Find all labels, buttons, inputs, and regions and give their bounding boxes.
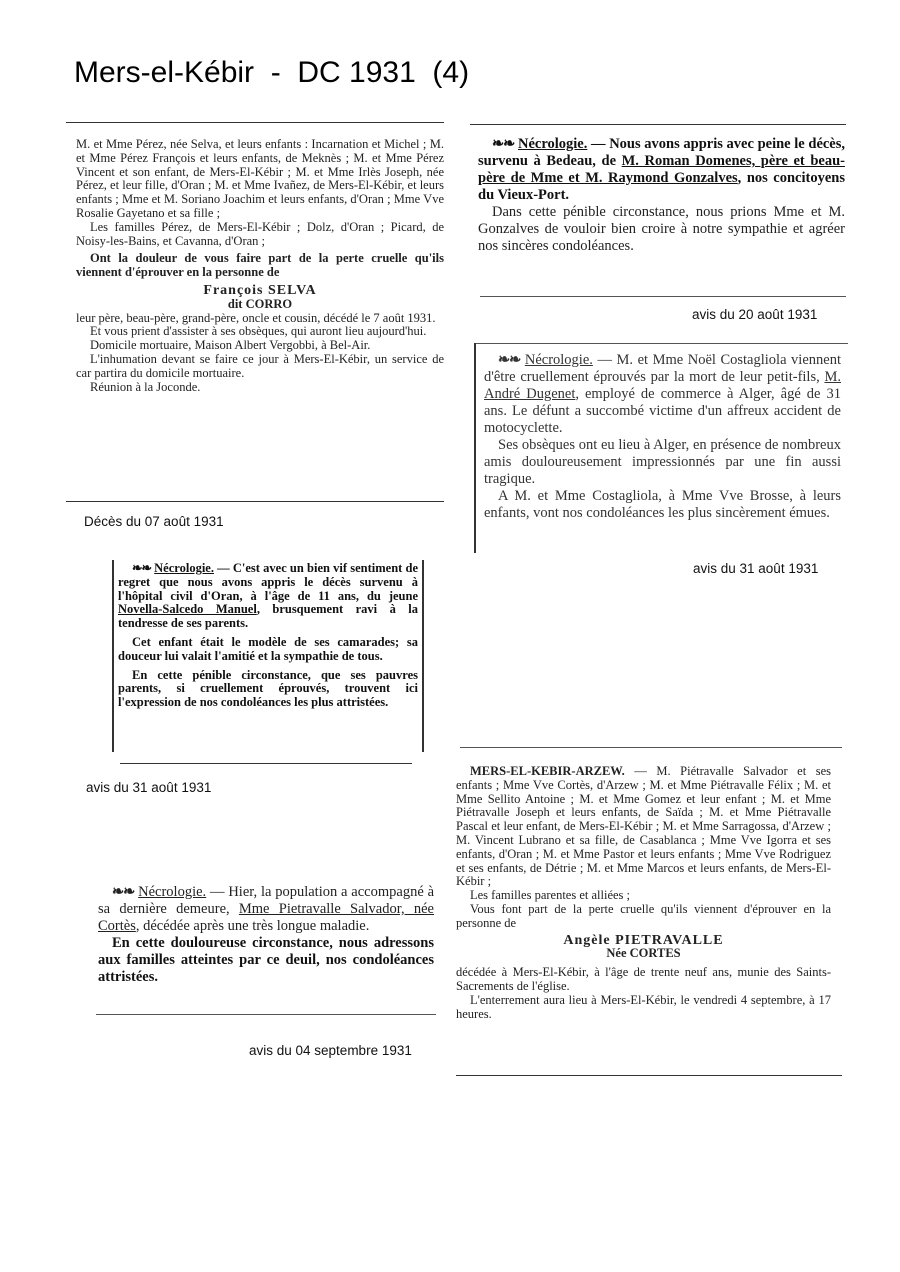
text-before: — C'est avec un bien vif sentiment de regret que nous avons appris le décès survenu à l'hôpital civil d'Oran, à l'âge de 11 ans, du jeune	[118, 561, 419, 603]
heading: Nécrologie.	[138, 884, 207, 900]
burial: L'inhumation devant se faire ce jour à Mers-El-Kébir, un service de car partira du domicile mortuaire.	[76, 351, 444, 380]
person: Mme Pietravalle Salvador, née Cortès	[98, 901, 434, 934]
clip6-top-rule	[460, 747, 842, 748]
caption-domenes: avis du 20 août 1931	[692, 307, 818, 322]
fleuron-icon: ❧❧	[498, 352, 521, 368]
text-after: , brusquement ravi à la tendresse de ses parents.	[118, 602, 418, 631]
text-after: , décédée après une très longue maladie.	[135, 918, 370, 934]
deceased-alias: dit CORRO	[227, 296, 293, 311]
relation: décédée à Mers-El-Kébir, à l'âge de trente neuf ans, munie des Saints-Sacrements de l'église.	[456, 965, 831, 993]
domicile: Domicile mortuaire, Maison Albert Vergobbi, à Bel-Air.	[90, 338, 371, 353]
clip-selva-notice	[76, 138, 444, 394]
clip4-left-rule	[112, 560, 114, 752]
caption-novella: avis du 31 août 1931	[86, 780, 212, 795]
clip2-bottom-rule	[480, 296, 846, 297]
clip-dugenet-notice	[484, 352, 841, 522]
family-list: — M. Piétravalle Salvador et ses enfants ; Mme Vve Cortès, d'Arzew ; M. et Mme Piétravalle Félix ; M. et Mme Sellito Antoine ; M. et Mme Gomez et leur enfant ; M. et Mme Piétravalle Joseph et leurs enfants, de Saïda ; M. et Mme Piétravalle Pascal et leur enfant, de Mers-El-Kébir ; M. et Mme Sarragossa, d'Arzew ; M. Vincent Lubrano et sa fille, de Casablanca ; Mme Vve Igorra et ses enfants, d'Oran ; M. et Mme Pastor et leurs enfants ; Mme Vve Rodriguez et ses enfants, de Détrie ; M. et Mme Marcos et leurs enfants, de Mers-El-Kébir ;	[456, 764, 831, 889]
text-before: — Hier, la population a accompagné à sa dernière demeure,	[98, 884, 435, 917]
deceased-nee: Née CORTES	[606, 946, 681, 961]
fleuron-icon: ❧❧	[492, 136, 515, 152]
fleuron-icon: ❧❧	[112, 884, 135, 900]
clip2-top-rule	[470, 124, 846, 125]
heading: Nécrologie.	[154, 561, 214, 575]
clip1-top-rule	[66, 122, 444, 123]
clip-novella-notice	[118, 562, 418, 710]
fleuron-icon: ❧❧	[132, 561, 151, 575]
para2: En cette douloureuse circonstance, nous adressons aux familles atteintes par ce deuil, nos condoléances attristées.	[98, 935, 434, 985]
families: Les familles Pérez, de Mers-El-Kébir ; Dolz, d'Oran ; Picard, de Noisy-les-Bains, et Cavanna, d'Oran ;	[76, 219, 444, 248]
para3: A M. et Mme Costagliola, à Mme Vve Brosse, à leurs enfants, vont nos condoléances les plus sincèrement émues.	[484, 488, 841, 521]
announce: Vous font part de la perte cruelle qu'ils viennent d'éprouver en la personne de	[456, 901, 831, 930]
clip-pietravalle-necrologie	[98, 884, 434, 986]
person: Novella-Salcedo Manuel	[118, 602, 257, 617]
heading: MERS-EL-KEBIR-ARZEW.	[470, 764, 625, 778]
families: Les familles parentes et alliées ;	[470, 888, 631, 903]
caption-dugenet: avis du 31 août 1931	[693, 561, 819, 576]
clip6-bottom-rule	[456, 1075, 842, 1076]
para2: Ses obsèques ont eu lieu à Alger, en présence de nombreux amis douloureusement impressionnés par une fin aussi tragique.	[484, 437, 841, 487]
burial: L'enterrement aura lieu à Mers-El-Kébir, le vendredi 4 septembre, à 17 heures.	[456, 992, 831, 1021]
clip-domenes-notice	[478, 136, 845, 255]
clip3-side-rule	[474, 343, 476, 553]
person: M. André Dugenet	[484, 369, 841, 402]
text-after: , nos concitoyens du Vieux-Port.	[478, 170, 845, 203]
clip-pietravalle-faire-part	[456, 765, 831, 1021]
deceased-name: François SELVA	[203, 282, 317, 298]
para3: En cette pénible circonstance, que ses pauvres parents, si cruellement éprouvés, trouvent ici l'expression de nos condoléances les plus attristées.	[118, 667, 418, 710]
text-before: — M. et Mme Noël Costagliola viennent d'être cruellement éprouvés par la mort de leur petit-fils,	[484, 352, 841, 385]
person: M. Roman Domenes, père et beau-père de Mme et M. Raymond Gonzalves	[478, 153, 845, 186]
announce: Ont la douleur de vous faire part de la perte cruelle qu'ils viennent d'éprouver en la personne de	[76, 251, 444, 280]
text-before: — Nous avons appris avec peine le décès, survenu à Bedeau, de	[478, 136, 846, 169]
heading: Nécrologie.	[517, 136, 588, 152]
meeting: Réunion à la Joconde.	[90, 379, 201, 394]
page-title: Mers-el-Kébir - DC 1931 (4)	[74, 56, 470, 89]
text-after: , employé de commerce à Alger, âgé de 31 ans. Le défunt a succombé victime d'un affreux accident de motocyclette.	[484, 386, 841, 436]
para2: Dans cette pénible circonstance, nous prions Mme et M. Gonzalves de vouloir bien croire à notre sympathie et agréer nos sincères condoléances.	[478, 204, 845, 254]
heading: Nécrologie.	[524, 352, 593, 368]
deceased-name: Angèle PIETRAVALLE	[563, 932, 724, 948]
relation: leur père, beau-père, grand-père, oncle et cousin, décédé le 7 août 1931.	[76, 310, 436, 325]
caption-selva: Décès du 07 août 1931	[84, 514, 224, 529]
family-list: M. et Mme Pérez, née Selva, et leurs enfants : Incarnation et Michel ; M. et Mme Pérez François et leurs enfants, de Meknès ; M. et Mme Pérez Vincent et son enfant, de Mers-El-Kébir ; M. et Mme Irlès Joseph, née Pérez, et leur fille, d'Oran ; M. et Mme Ivañez, de Mers-El-Kébir, et leurs enfants ; Mme et M. Soriano Joachim et leurs enfants, d'Oran ; Mme Vve Rosalie Gayetano et sa fille ;	[76, 137, 444, 220]
clip3-top-rule	[474, 343, 848, 344]
clip1-bottom-rule	[66, 501, 444, 502]
clip5-bottom-rule	[96, 1014, 436, 1015]
clip4-bottom-rule	[120, 763, 412, 764]
invite: Et vous prient d'assister à ses obsèques, qui auront lieu aujourd'hui.	[90, 324, 427, 339]
caption-pietravalle: avis du 04 septembre 1931	[249, 1043, 412, 1058]
para2: Cet enfant était le modèle de ses camarades; sa douceur lui valait l'amitié et la sympathie de tous.	[118, 634, 418, 663]
clip4-right-rule	[422, 560, 424, 752]
